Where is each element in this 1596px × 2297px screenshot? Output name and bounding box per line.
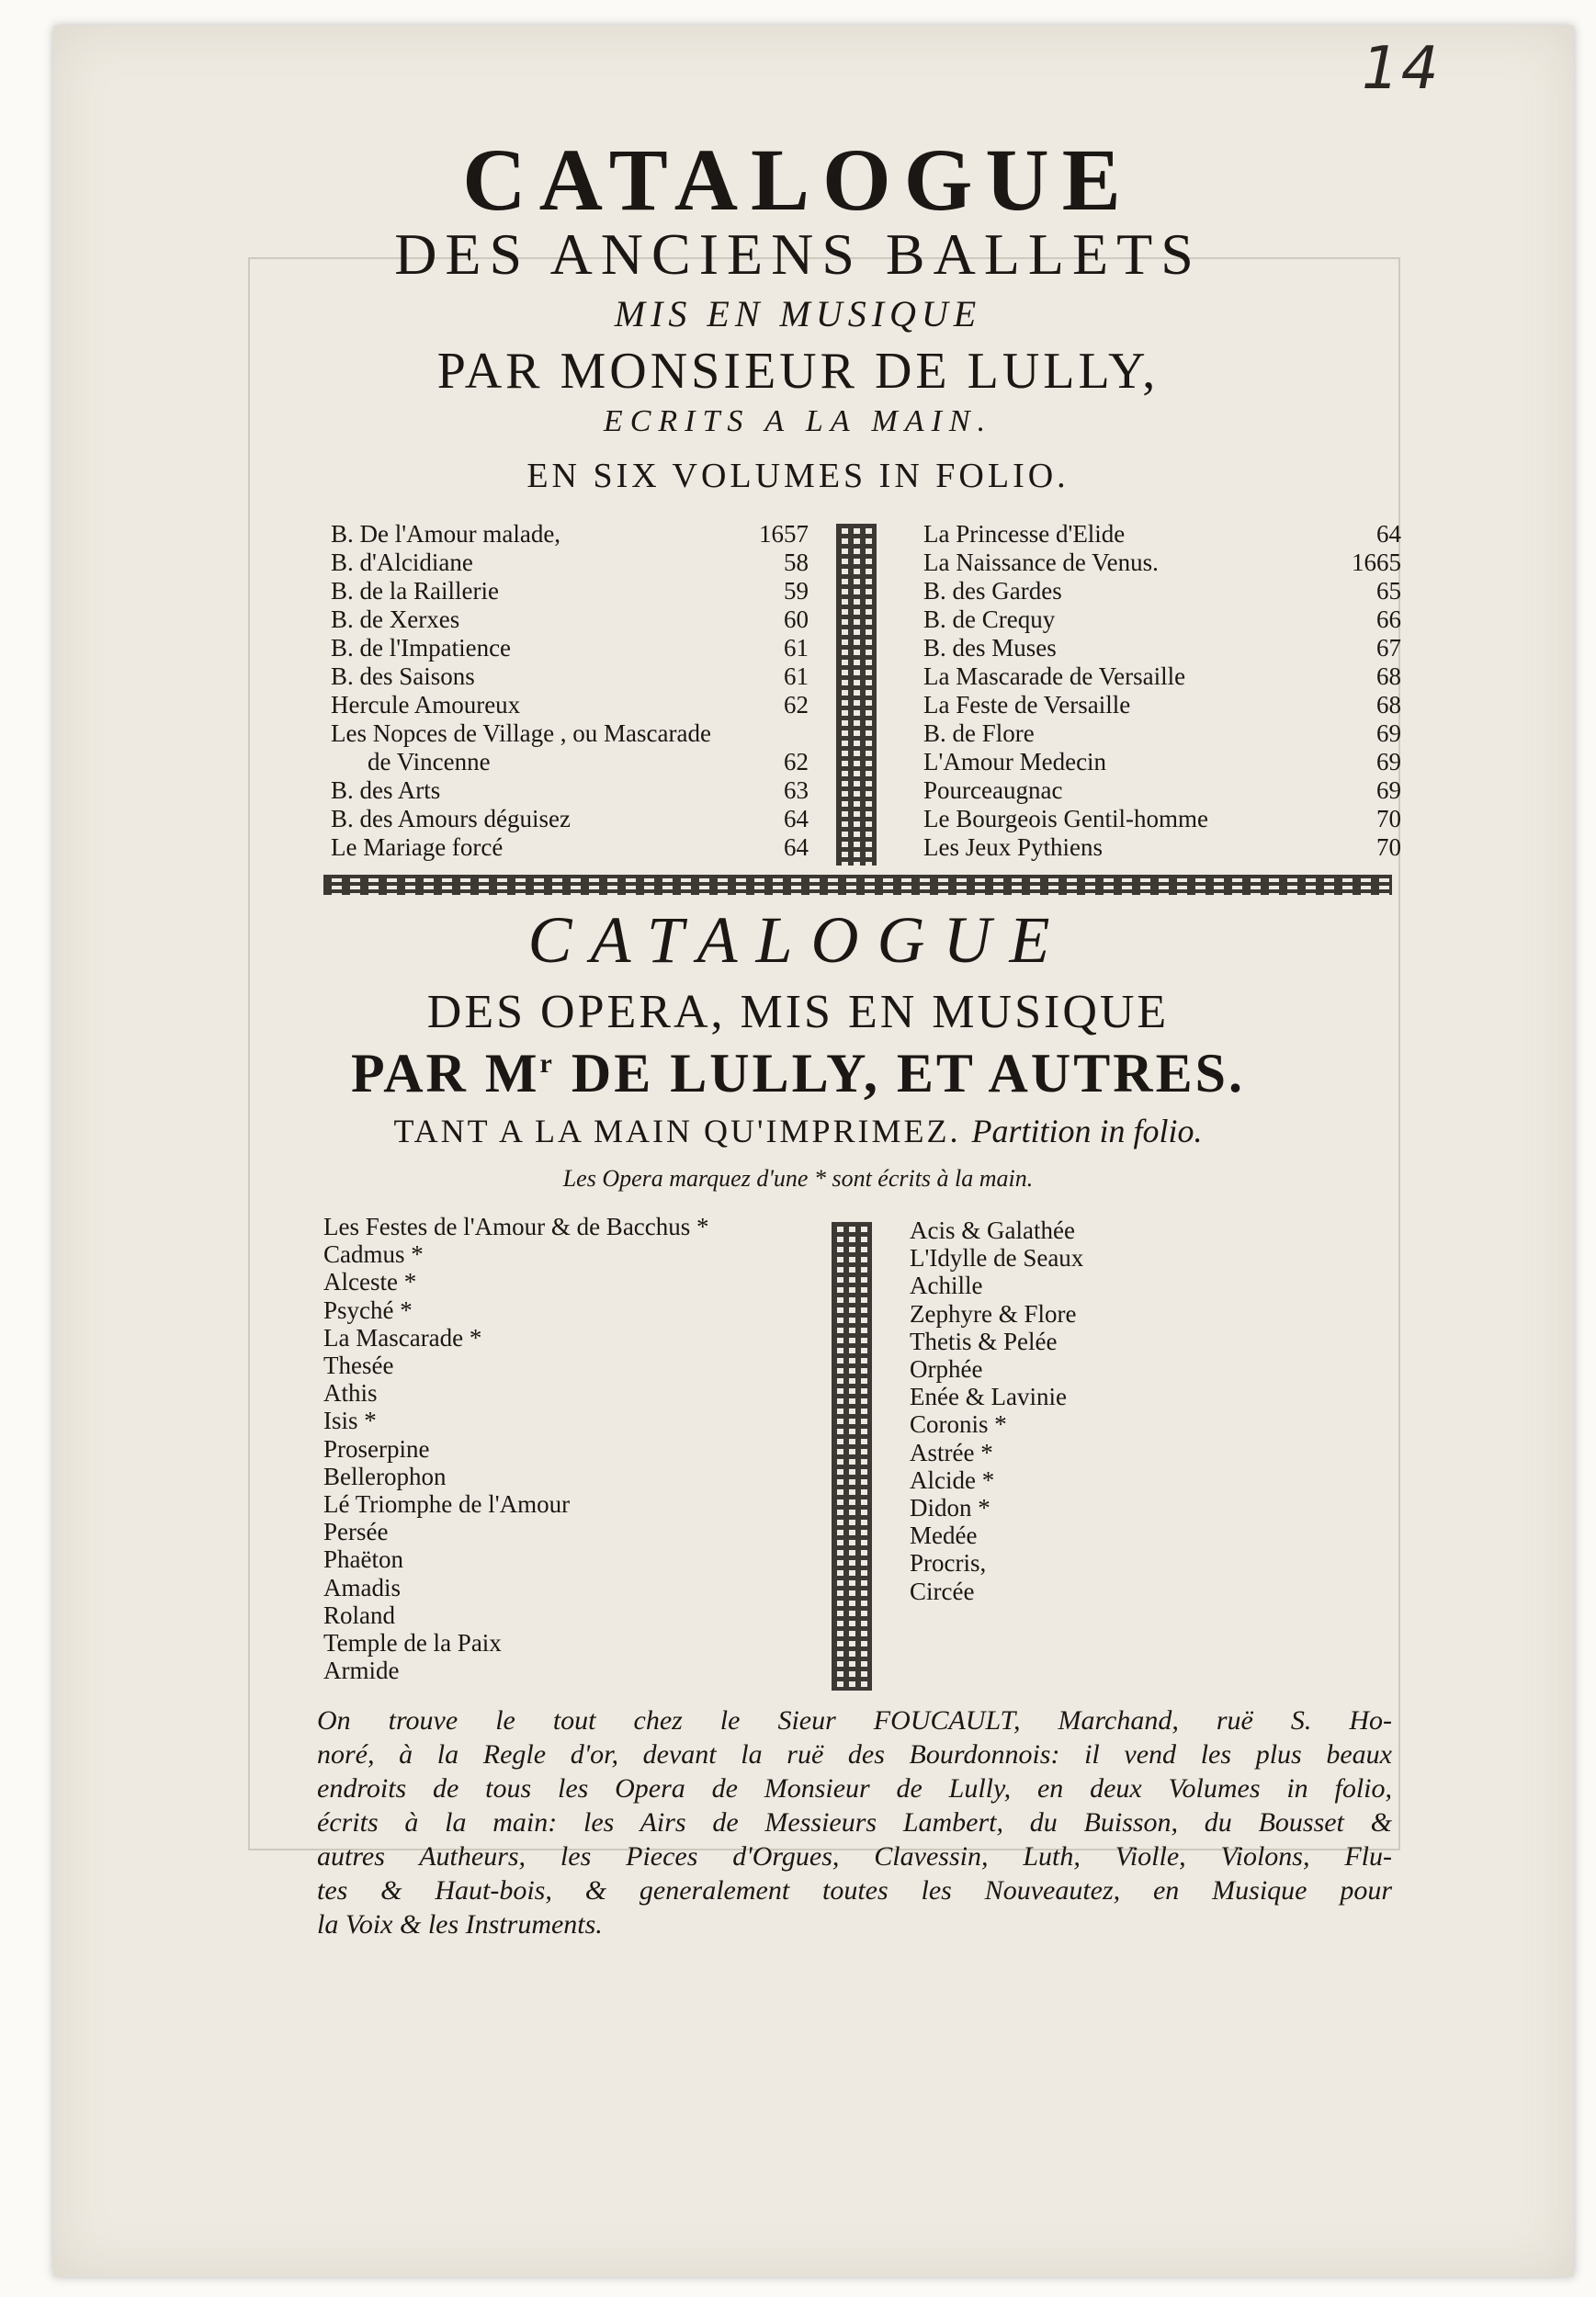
ballet-entry — [923, 634, 1401, 662]
opera-entry: Temple de la Paix — [323, 1629, 502, 1658]
opera-entry: Cadmus * — [323, 1240, 424, 1269]
opera-entry: Astrée * — [910, 1438, 993, 1466]
opera-line-par-mr-sup: r — [539, 1048, 555, 1079]
ballet-year: 60 — [784, 605, 809, 633]
ballet-year: 69 — [1376, 748, 1401, 775]
vendor-notice-line: la Voix & les Instruments. — [317, 1909, 603, 1940]
opera-entry: Persée — [323, 1518, 389, 1546]
ballet-title: B. des Arts — [331, 776, 441, 804]
ballet-title: B. d'Alcidiane — [331, 549, 473, 576]
opera-entry: Procris, — [910, 1549, 987, 1578]
ballet-entry — [331, 549, 809, 577]
ballet-entry — [923, 805, 1401, 833]
ballet-entry — [923, 691, 1401, 719]
opera-entry: Acis & Galathée — [910, 1216, 1075, 1244]
ornament-vertical-rule — [832, 1222, 872, 1691]
ballet-year: 61 — [784, 662, 809, 690]
opera-entry: Isis * — [323, 1407, 377, 1435]
ballet-year: 68 — [1376, 662, 1401, 690]
opera-asterisk-note: Les Opera marquez d'une * sont écrits à la main. — [562, 1165, 1034, 1192]
ballet-entry — [331, 577, 809, 605]
ballet-title: L'Amour Medecin — [923, 748, 1107, 775]
ballet-year: 70 — [1376, 805, 1401, 832]
opera-entry: Phaëton — [323, 1545, 403, 1574]
ballet-entry — [923, 577, 1401, 605]
ballet-title: B. des Muses — [923, 634, 1057, 662]
ballet-entry — [331, 748, 809, 776]
ballets-line-mis-en-musique: MIS EN MUSIQUE — [614, 293, 982, 334]
ballet-entry — [331, 662, 809, 691]
opera-line-partition: Partition in folio. — [971, 1113, 1203, 1149]
ballet-title: Le Mariage forcé — [331, 833, 504, 861]
ballet-title: B. de Crequy — [923, 605, 1056, 633]
ballet-year: 69 — [1376, 776, 1401, 804]
ballets-line-par-monsieur: PAR MONSIEUR DE LULLY, — [436, 343, 1160, 400]
ballet-year: 58 — [784, 549, 809, 576]
opera-line-par-mr — [0, 1042, 1596, 1105]
ballet-year: 68 — [1376, 691, 1401, 719]
opera-right-list — [910, 1216, 1083, 1605]
ballet-title: La Naissance de Venus. — [923, 549, 1159, 576]
ballet-entry — [923, 605, 1401, 634]
vendor-notice-line: endroits de tous les Opera de Monsieur de Lully, en deux Volumes in folio, — [317, 1773, 1392, 1804]
ballet-title: B. des Saisons — [331, 662, 475, 690]
opera-line-tant-text: TANT A LA MAIN QU'IMPRIMEZ. — [393, 1113, 961, 1149]
ballet-year: 61 — [784, 634, 809, 662]
ballet-title: Hercule Amoureux — [331, 691, 521, 719]
ballet-year: 1665 — [1352, 549, 1401, 576]
opera-left-list — [323, 1213, 709, 1684]
opera-entry: Lé Triomphe de l'Amour — [323, 1490, 571, 1519]
ballet-year: 63 — [784, 776, 809, 804]
opera-line-par-mr-a: PAR M — [351, 1043, 540, 1103]
opera-entry: Alcide * — [910, 1465, 995, 1494]
opera-entry: Bellerophon — [323, 1462, 447, 1490]
ballet-title: La Mascarade de Versaille — [923, 662, 1186, 690]
ballet-title: B. des Gardes — [923, 577, 1062, 605]
ornament-horizontal-rule — [323, 875, 1392, 895]
opera-entry: Les Festes de l'Amour & de Bacchus * — [323, 1213, 709, 1240]
opera-entry: Alceste * — [323, 1268, 417, 1296]
ballet-year: 64 — [1376, 520, 1401, 548]
ballet-year: 70 — [1376, 833, 1401, 861]
ballets-right-list — [923, 520, 1401, 862]
ballet-year: 1657 — [759, 520, 809, 548]
ballet-title: Le Bourgeois Gentil-homme — [923, 805, 1208, 832]
ballet-year: 64 — [784, 805, 809, 832]
opera-entry: Zephyre & Flore — [910, 1299, 1077, 1328]
ballet-entry — [331, 719, 809, 748]
vendor-notice-line: tes & Haut-bois, & generalement toutes les Nouveautez, en Musique pour — [317, 1875, 1392, 1906]
ballet-entry — [923, 776, 1401, 805]
ballet-year: 66 — [1376, 605, 1401, 633]
opera-entry: Thesée — [323, 1352, 394, 1380]
ballets-subtitle: DES ANCIENS BALLETS — [394, 221, 1202, 287]
ballet-year: 62 — [784, 691, 809, 719]
opera-line-par-mr-b: DE LULLY, ET AUTRES. — [554, 1043, 1245, 1103]
ballet-entry — [923, 719, 1401, 748]
ballet-title: de Vincenne — [368, 748, 491, 775]
ballet-entry — [331, 833, 809, 862]
ballet-title: La Feste de Versaille — [923, 691, 1131, 719]
ballet-year: 59 — [784, 577, 809, 605]
ballet-title: Les Nopces de Village , ou Mascarade — [331, 719, 711, 747]
ballets-left-list — [331, 520, 809, 862]
ballet-entry — [331, 520, 809, 549]
ballet-entry — [923, 833, 1401, 862]
ballet-entry — [331, 691, 809, 719]
vendor-notice-line: noré, à la Regle d'or, devant la ruë des Bourdonnois: il vend les plus beaux — [317, 1739, 1392, 1770]
ballet-title: B. de Xerxes — [331, 605, 460, 633]
ballets-title: CATALOGUE — [462, 130, 1134, 229]
ballet-entry — [331, 605, 809, 634]
ballet-title: B. des Amours déguisez — [331, 805, 571, 832]
ornament-vertical-rule — [836, 524, 877, 866]
ballet-entry — [331, 634, 809, 662]
ballet-title: Pourceaugnac — [923, 776, 1063, 804]
opera-entry: L'Idylle de Seaux — [910, 1244, 1084, 1273]
opera-subtitle: DES OPERA, MIS EN MUSIQUE — [426, 986, 1170, 1038]
ballet-entry — [331, 805, 809, 833]
ballet-year: 67 — [1376, 634, 1401, 662]
ballet-year: 65 — [1376, 577, 1401, 605]
opera-entry: Coronis * — [910, 1410, 1007, 1439]
opera-entry: Didon * — [910, 1494, 990, 1522]
opera-entry: Orphée — [910, 1355, 983, 1384]
ballet-year: 64 — [784, 833, 809, 861]
ballet-year: 69 — [1376, 719, 1401, 747]
vendor-notice-line: écrits à la main: les Airs de Messieurs Lambert, du Buisson, du Bousset & — [317, 1807, 1392, 1838]
ballet-title: B. de l'Impatience — [331, 634, 512, 662]
ballet-entry — [923, 748, 1401, 776]
folio-number: 14 — [1362, 35, 1441, 103]
opera-entry: Achille — [910, 1272, 983, 1300]
ballet-title: La Princesse d'Elide — [923, 520, 1126, 548]
ballet-entry — [331, 776, 809, 805]
opera-entry: Psyché * — [323, 1296, 413, 1324]
vendor-notice — [317, 1703, 1392, 1941]
opera-entry: Circée — [910, 1577, 975, 1605]
opera-entry: Amadis — [323, 1573, 401, 1601]
opera-entry: Athis — [323, 1379, 378, 1408]
opera-entry: Proserpine — [323, 1434, 430, 1463]
ballets-line-ecrits: ECRITS A LA MAIN. — [603, 404, 993, 438]
opera-line-tant-a-la-main — [0, 1112, 1596, 1150]
ballet-entry — [923, 662, 1401, 691]
opera-title: CATALOGUE — [527, 903, 1069, 977]
ballets-line-six-volumes: EN SIX VOLUMES IN FOLIO. — [526, 457, 1070, 495]
opera-entry: Thetis & Pelée — [910, 1327, 1058, 1355]
opera-entry: Medée — [910, 1522, 978, 1550]
ballet-entry — [923, 520, 1401, 549]
ballet-title: B. de la Raillerie — [331, 577, 499, 605]
ballet-title: B. De l'Amour malade, — [331, 520, 561, 548]
ballet-title: B. de Flore — [923, 719, 1035, 747]
opera-entry: Armide — [323, 1657, 400, 1685]
opera-entry: Enée & Lavinie — [910, 1383, 1067, 1411]
ballet-title: Les Jeux Pythiens — [923, 833, 1103, 861]
opera-entry: Roland — [323, 1601, 395, 1629]
ballet-year: 62 — [784, 748, 809, 775]
vendor-notice-line: On trouve le tout chez le Sieur FOUCAULT, Marchand, ruë S. Ho- — [317, 1705, 1392, 1736]
ballet-entry — [923, 549, 1401, 577]
opera-entry: La Mascarade * — [323, 1323, 482, 1352]
vendor-notice-line: autres Autheurs, les Pieces d'Orgues, Clavessin, Luth, Violle, Violons, Flu- — [317, 1841, 1392, 1872]
